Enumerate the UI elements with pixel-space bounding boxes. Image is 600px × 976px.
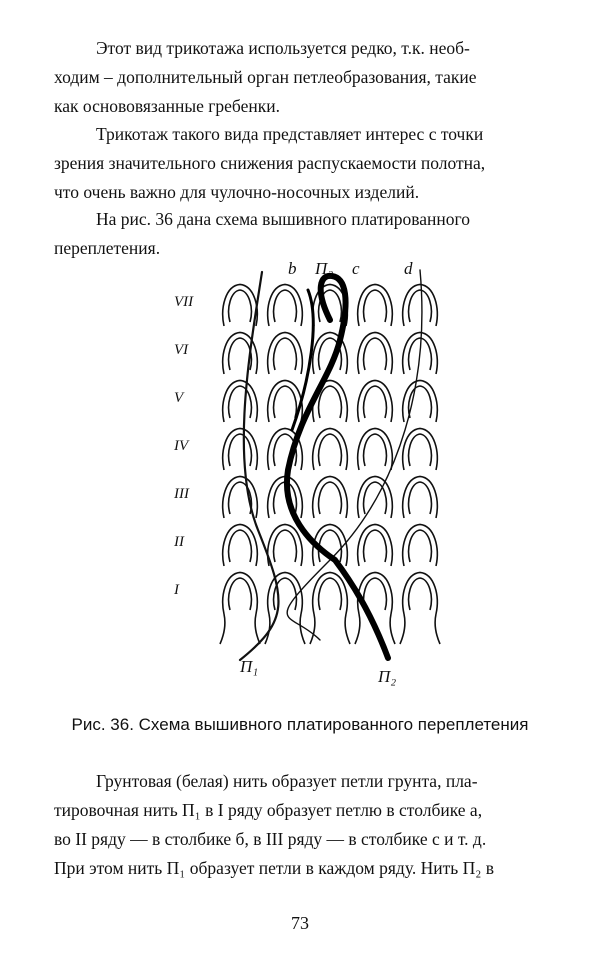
ground-thread-end (345, 614, 350, 644)
ground-loop-inner (229, 530, 252, 562)
text-line: Трикотаж такого вида представляет интерес с точки (96, 124, 484, 144)
ground-loop-inner (364, 386, 387, 418)
row-label: VII (174, 294, 194, 310)
row-label: VI (174, 342, 189, 358)
ground-loop-inner (274, 386, 297, 418)
ground-thread-end (255, 614, 260, 644)
ground-thread-end (310, 614, 315, 644)
ground-loop-inner (274, 290, 297, 322)
ground-loop-inner (229, 434, 252, 466)
text-line: ходим – дополнительный орган петлеобразования, такие (54, 67, 477, 87)
ground-loop-inner (364, 530, 387, 562)
ground-loop-inner (409, 482, 432, 514)
paragraph-3 (54, 205, 564, 263)
text-line: При этом нить П₁ образует петли в каждом ряду. Нить П₂ в (54, 858, 494, 878)
paragraph-1 (54, 34, 564, 121)
row-label: IV (174, 438, 189, 454)
plating-thread-p1 (240, 272, 278, 660)
ground-loop-inner (229, 386, 252, 418)
ground-loop-inner (364, 434, 387, 466)
ground-loop-inner (319, 482, 342, 514)
ground-thread-end (220, 614, 225, 644)
top-label: d (404, 260, 413, 278)
text-line: во II ряду — в столбике б, в III ряду — в столбике с и т. д. (54, 829, 487, 849)
ground-loop-inner (274, 530, 297, 562)
bottom-label: П₂ (378, 667, 397, 686)
text-line: что очень важно для чулочно-носочных изделий. (54, 182, 420, 202)
ground-thread-end (400, 614, 405, 644)
text-line: зрения значительного снижения распускаемости полотна, (54, 153, 486, 173)
ground-loop-inner (319, 578, 342, 610)
ground-thread-end (390, 614, 395, 644)
ground-thread-end (435, 614, 440, 644)
figure-caption: Рис. 36. Схема вышивного платированного переплетения (71, 715, 529, 734)
page-number: 73 (291, 913, 309, 933)
ground-loop-inner (409, 578, 432, 610)
top-label: П₂ (315, 260, 334, 278)
ground-loop-inner (229, 578, 252, 610)
paragraph-4 (54, 767, 564, 883)
ground-loop-inner (274, 338, 297, 370)
ground-loop-inner (319, 386, 342, 418)
ground-loop-inner (364, 338, 387, 370)
row-label: V (174, 390, 184, 406)
text-line: Грунтовая (белая) нить образует петли грунта, пла- (96, 771, 478, 791)
ground-loop-inner (364, 290, 387, 322)
bottom-label: П₁ (240, 657, 259, 676)
ground-loop-inner (409, 290, 432, 322)
text-line: На рис. 36 дана схема вышивного платированного (96, 209, 470, 229)
ground-loop-inner (319, 434, 342, 466)
ground-thread-end (355, 614, 360, 644)
row-label: III (174, 486, 189, 502)
row-label: II (174, 534, 184, 550)
knitting-diagram (170, 260, 450, 690)
top-label: b (288, 260, 297, 278)
row-label: I (174, 582, 179, 598)
ground-loop-inner (409, 434, 432, 466)
top-label: c (352, 260, 360, 278)
ground-thread-end (300, 614, 305, 644)
ground-loop-inner (229, 290, 252, 322)
text-line: как основовязанные гребенки. (54, 96, 280, 116)
ground-loop-inner (409, 530, 432, 562)
text-line: переплетения. (54, 238, 161, 258)
text-line: Этот вид трикотажа используется редко, т.к. необ- (96, 38, 470, 58)
text-line: тировочная нить П₁ в I ряду образует петлю в столбике а, (54, 800, 483, 820)
paragraph-2 (54, 120, 564, 207)
